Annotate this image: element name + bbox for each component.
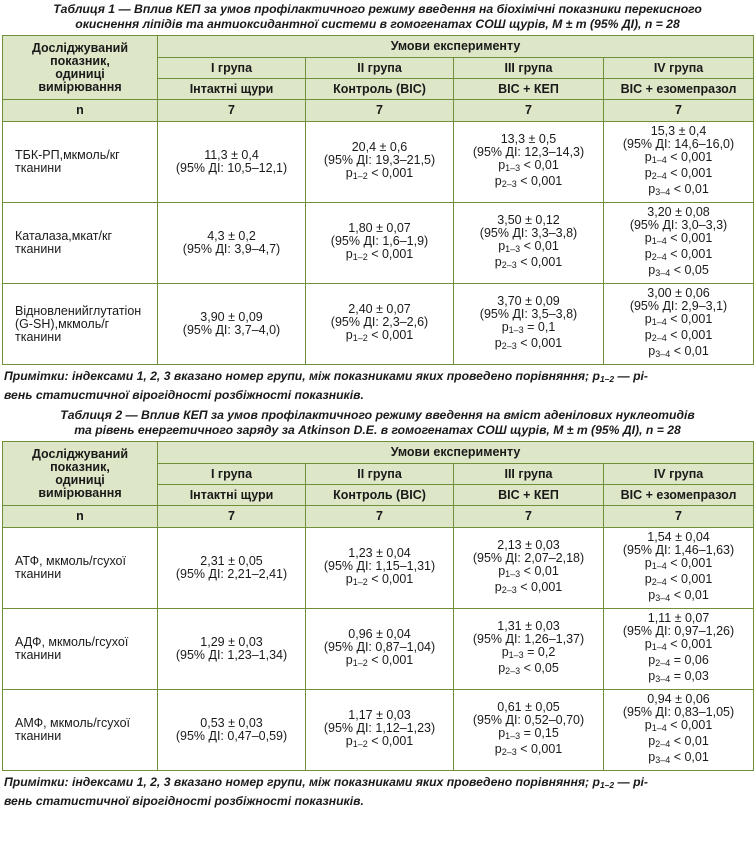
- mean-value: 1,80 ± 0,07: [348, 221, 411, 235]
- confidence-interval: (95% ДІ: 3,3–3,8): [479, 226, 578, 240]
- value-cell-group-4: [604, 122, 754, 203]
- n-label: n: [3, 506, 158, 528]
- parameter-label: АМФ, мкмоль/г: [15, 716, 101, 730]
- confidence-interval: (95% ДІ: 1,15–1,31): [323, 559, 436, 573]
- p-value: $p_{1-4} < 0,001$: [644, 150, 713, 165]
- p-value: $p_{3-4} < 0,05$: [648, 263, 709, 278]
- parameter-cell: [3, 609, 158, 690]
- confidence-interval: (95% ДІ: 0,97–1,26): [622, 624, 735, 638]
- p-value: $p_{1-3} < 0,01$: [498, 158, 559, 173]
- p-value: $p_{1-2} < 0,001$: [345, 653, 414, 668]
- p-value: $p_{2-3} < 0,05$: [498, 661, 559, 676]
- mean-value: 1,23 ± 0,04: [348, 546, 411, 560]
- p-value: $p_{1-4} < 0,001$: [644, 637, 713, 652]
- p-value: $p_{1-2} < 0,001$: [345, 734, 414, 749]
- p-value: $p_{2-4} = 0,06$: [648, 653, 709, 668]
- group-header-4: IV група: [604, 58, 754, 79]
- group-desc-4: ВІС + езомепразол: [604, 79, 754, 100]
- table-row: [3, 609, 754, 690]
- mean-value: 3,90 ± 0,09: [200, 310, 263, 324]
- p-value: $p_{1-2} < 0,001$: [345, 328, 414, 343]
- parameter-label: Каталаза,: [15, 229, 72, 243]
- confidence-interval: (95% ДІ: 2,07–2,18): [472, 551, 585, 565]
- parameter-label: сухої тканини: [15, 716, 131, 743]
- confidence-interval: (95% ДІ: 14,6–16,0): [622, 137, 735, 151]
- p-value: $p_{3-4} < 0,01$: [648, 588, 709, 603]
- p-value: $p_{2-3} < 0,001$: [494, 174, 563, 189]
- group-desc-2: Контроль (ВІС): [306, 79, 454, 100]
- p-value: $p_{3-4} < 0,01$: [648, 344, 709, 359]
- value-cell-group-2: [306, 203, 454, 284]
- value-cell-group-4: [604, 609, 754, 690]
- group-desc-1: Інтактні щури: [158, 79, 306, 100]
- table2-caption-line2: та рівень енергетичного заряду за Atkinson D.E. в гомогенатах СОШ щурів, M ± m (95% ДІ), n = 28: [74, 423, 681, 437]
- confidence-interval: (95% ДІ: 3,0–3,3): [629, 218, 728, 232]
- n-label: n: [3, 100, 158, 122]
- conditions-header: Умови експерименту: [158, 442, 754, 464]
- mean-value: 1,29 ± 0,03: [200, 635, 263, 649]
- group-desc-3: ВІС + КЕП: [454, 79, 604, 100]
- table2-caption-line1: Таблиця 2 — Вплив КЕП за умов профілактичного режиму введення на вміст аденілових нуклеотидів: [60, 408, 695, 422]
- p-value: $p_{1-3} = 0,2$: [501, 645, 556, 660]
- parameter-label: АТФ, мкмоль/г: [15, 554, 97, 568]
- table1-caption-line1: Таблиця 1 — Вплив КЕП за умов профілактичного режиму введення на біохімічні показники перекисного: [53, 2, 702, 16]
- table2-note: [4, 774, 751, 809]
- p-value: $p_{1-4} < 0,001$: [644, 718, 713, 733]
- value-cell-group-2: [306, 690, 454, 771]
- confidence-interval: (95% ДІ: 2,21–2,41): [175, 567, 288, 581]
- value-cell-group-4: [604, 203, 754, 284]
- parameter-label: глутатіон (G-SH),: [15, 303, 142, 331]
- p-value: $p_{1-3} = 0,1$: [501, 320, 556, 335]
- parameter-label: мкмоль/кг тканини: [15, 148, 120, 175]
- parameter-cell: [3, 690, 158, 771]
- mean-value: 11,3 ± 0,4: [204, 148, 259, 162]
- mean-value: 3,70 ± 0,09: [497, 294, 560, 308]
- confidence-interval: (95% ДІ: 1,23–1,34): [175, 648, 288, 662]
- value-cell-group-1: [158, 609, 306, 690]
- p-value: $p_{2-3} < 0,001$: [494, 742, 563, 757]
- value-cell-group-3: [454, 122, 604, 203]
- n-value-4: 7: [604, 506, 754, 528]
- parameter-label: мкмоль/г тканини: [15, 316, 110, 344]
- group-header-2: II група: [306, 58, 454, 79]
- mean-value: 1,54 ± 0,04: [647, 530, 710, 544]
- p-value: $p_{3-4} < 0,01$: [648, 182, 709, 197]
- confidence-interval: (95% ДІ: 2,9–3,1): [629, 299, 728, 313]
- confidence-interval: (95% ДІ: 0,52–0,70): [472, 713, 585, 727]
- table-row: [3, 284, 754, 365]
- value-cell-group-1: [158, 203, 306, 284]
- p-value: $p_{2-4} < 0,001$: [644, 572, 713, 587]
- p-value: $p_{2-4} < 0,01$: [648, 734, 709, 749]
- value-cell-group-3: [454, 528, 604, 609]
- parameter-label: ТБК-РП,: [15, 148, 64, 162]
- p-value: $p_{1-3} = 0,15$: [498, 726, 559, 741]
- p-value: $p_{2-3} < 0,001$: [494, 580, 563, 595]
- param-header: Досліджуваний показник, одиниці вимірювання: [3, 442, 158, 506]
- confidence-interval: (95% ДІ: 1,46–1,63): [622, 543, 735, 557]
- group-header-4: IV група: [604, 464, 754, 485]
- n-value-3: 7: [454, 100, 604, 122]
- p-value: $p_{1-2} < 0,001$: [345, 166, 414, 181]
- confidence-interval: (95% ДІ: 3,5–3,8): [479, 307, 578, 321]
- mean-value: 0,53 ± 0,03: [200, 716, 263, 730]
- mean-value: 2,40 ± 0,07: [348, 302, 411, 316]
- table-row: [3, 690, 754, 771]
- value-cell-group-4: [604, 528, 754, 609]
- confidence-interval: (95% ДІ: 2,3–2,6): [330, 315, 429, 329]
- confidence-interval: (95% ДІ: 0,47–0,59): [175, 729, 288, 743]
- parameter-label: Відновлений: [15, 303, 89, 318]
- value-cell-group-3: [454, 284, 604, 365]
- table1: [2, 35, 754, 365]
- value-cell-group-2: [306, 122, 454, 203]
- parameter-cell: [3, 284, 158, 365]
- value-cell-group-1: [158, 528, 306, 609]
- table1-note-line1: Примітки: індексами 1, 2, 3 вказано номер групи, між показниками яких проведено порівняння; $p_{1-2}$ — рі-: [4, 369, 648, 384]
- p-value: $p_{1-2} < 0,001$: [345, 247, 414, 262]
- confidence-interval: (95% ДІ: 0,83–1,05): [622, 705, 735, 719]
- table1-note-line2: вень статистичної вірогідності розбіжності показників.: [4, 388, 364, 402]
- table-row: [3, 528, 754, 609]
- table2-caption: [4, 406, 751, 441]
- mean-value: 13,3 ± 0,5: [500, 132, 557, 146]
- p-value: $p_{2-4} < 0,001$: [644, 328, 713, 343]
- parameter-cell: [3, 203, 158, 284]
- group-header-1: I група: [158, 58, 306, 79]
- p-value: $p_{1-4} < 0,001$: [644, 556, 713, 571]
- n-value-2: 7: [306, 100, 454, 122]
- p-value: $p_{2-4} < 0,001$: [644, 247, 713, 262]
- group-header-3: III група: [454, 58, 604, 79]
- confidence-interval: (95% ДІ: 0,87–1,04): [323, 640, 436, 654]
- table2-note-line1: Примітки: індексами 1, 2, 3 вказано номер групи, між показниками яких проведено порівняння; $p_{1-2}$ — рі-: [4, 775, 648, 790]
- n-value-2: 7: [306, 506, 454, 528]
- mean-value: 1,31 ± 0,03: [497, 619, 560, 633]
- confidence-interval: (95% ДІ: 19,3–21,5): [323, 153, 436, 167]
- parameter-label: сухої тканини: [15, 635, 129, 662]
- parameter-label: мкат/кг тканини: [15, 229, 113, 256]
- confidence-interval: (95% ДІ: 3,9–4,7): [182, 242, 281, 256]
- value-cell-group-4: [604, 690, 754, 771]
- p-value: $p_{1-2} < 0,001$: [345, 572, 414, 587]
- mean-value: 1,17 ± 0,03: [348, 708, 411, 722]
- table-row: [3, 203, 754, 284]
- mean-value: 3,50 ± 0,12: [497, 213, 560, 227]
- table1-caption: [4, 0, 751, 35]
- n-value-4: 7: [604, 100, 754, 122]
- p-value: $p_{1-4} < 0,001$: [644, 231, 713, 246]
- n-value-3: 7: [454, 506, 604, 528]
- confidence-interval: (95% ДІ: 1,26–1,37): [472, 632, 585, 646]
- confidence-interval: (95% ДІ: 3,7–4,0): [182, 323, 281, 337]
- mean-value: 2,31 ± 0,05: [200, 554, 263, 568]
- confidence-interval: (95% ДІ: 1,12–1,23): [323, 721, 436, 735]
- parameter-label: сухої тканини: [15, 554, 126, 581]
- value-cell-group-2: [306, 284, 454, 365]
- value-cell-group-4: [604, 284, 754, 365]
- value-cell-group-2: [306, 528, 454, 609]
- value-cell-group-1: [158, 690, 306, 771]
- group-desc-4: ВІС + езомепразол: [604, 485, 754, 506]
- table1-note: [4, 368, 751, 403]
- group-desc-3: ВІС + КЕП: [454, 485, 604, 506]
- n-value-1: 7: [158, 100, 306, 122]
- p-value: $p_{2-4} < 0,001$: [644, 166, 713, 181]
- value-cell-group-3: [454, 203, 604, 284]
- group-header-2: II група: [306, 464, 454, 485]
- mean-value: 0,61 ± 0,05: [497, 700, 560, 714]
- confidence-interval: (95% ДІ: 1,6–1,9): [330, 234, 429, 248]
- mean-value: 1,11 ± 0,07: [647, 611, 710, 625]
- value-cell-group-3: [454, 690, 604, 771]
- mean-value: 3,00 ± 0,06: [647, 286, 710, 300]
- p-value: $p_{3-4} = 0,03$: [648, 669, 709, 684]
- parameter-label: АДФ, мкмоль/г: [15, 635, 100, 649]
- value-cell-group-1: [158, 284, 306, 365]
- group-header-1: I група: [158, 464, 306, 485]
- p-value: $p_{2-3} < 0,001$: [494, 255, 563, 270]
- param-header: Досліджуваний показник, одиниці вимірювання: [3, 36, 158, 100]
- mean-value: 3,20 ± 0,08: [647, 205, 710, 219]
- p-value: $p_{2-3} < 0,001$: [494, 336, 563, 351]
- table2: [2, 441, 754, 771]
- p-value: $p_{1-4} < 0,001$: [644, 312, 713, 327]
- p-value: $p_{1-3} < 0,01$: [498, 564, 559, 579]
- p-value: $p_{3-4} < 0,01$: [648, 750, 709, 765]
- value-cell-group-2: [306, 609, 454, 690]
- mean-value: 2,13 ± 0,03: [497, 538, 560, 552]
- n-value-1: 7: [158, 506, 306, 528]
- table-row: [3, 122, 754, 203]
- parameter-cell: [3, 528, 158, 609]
- mean-value: 15,3 ± 0,4: [650, 124, 707, 138]
- mean-value: 4,3 ± 0,2: [207, 229, 256, 243]
- confidence-interval: (95% ДІ: 12,3–14,3): [472, 145, 585, 159]
- value-cell-group-1: [158, 122, 306, 203]
- mean-value: 0,94 ± 0,06: [647, 692, 710, 706]
- group-header-3: III група: [454, 464, 604, 485]
- conditions-header: Умови експерименту: [158, 36, 754, 58]
- mean-value: 20,4 ± 0,6: [351, 140, 408, 154]
- table2-note-line2: вень статистичної вірогідності розбіжності показників.: [4, 794, 364, 808]
- mean-value: 0,96 ± 0,04: [348, 627, 411, 641]
- confidence-interval: (95% ДІ: 10,5–12,1): [175, 161, 288, 175]
- group-desc-1: Інтактні щури: [158, 485, 306, 506]
- parameter-cell: [3, 122, 158, 203]
- p-value: $p_{1-3} < 0,01$: [498, 239, 559, 254]
- group-desc-2: Контроль (ВІС): [306, 485, 454, 506]
- value-cell-group-3: [454, 609, 604, 690]
- table1-caption-line2: окиснення ліпідів та антиоксидантної системи в гомогенатах СОШ щурів, M ± m (95% ДІ), n = 28: [75, 17, 680, 31]
